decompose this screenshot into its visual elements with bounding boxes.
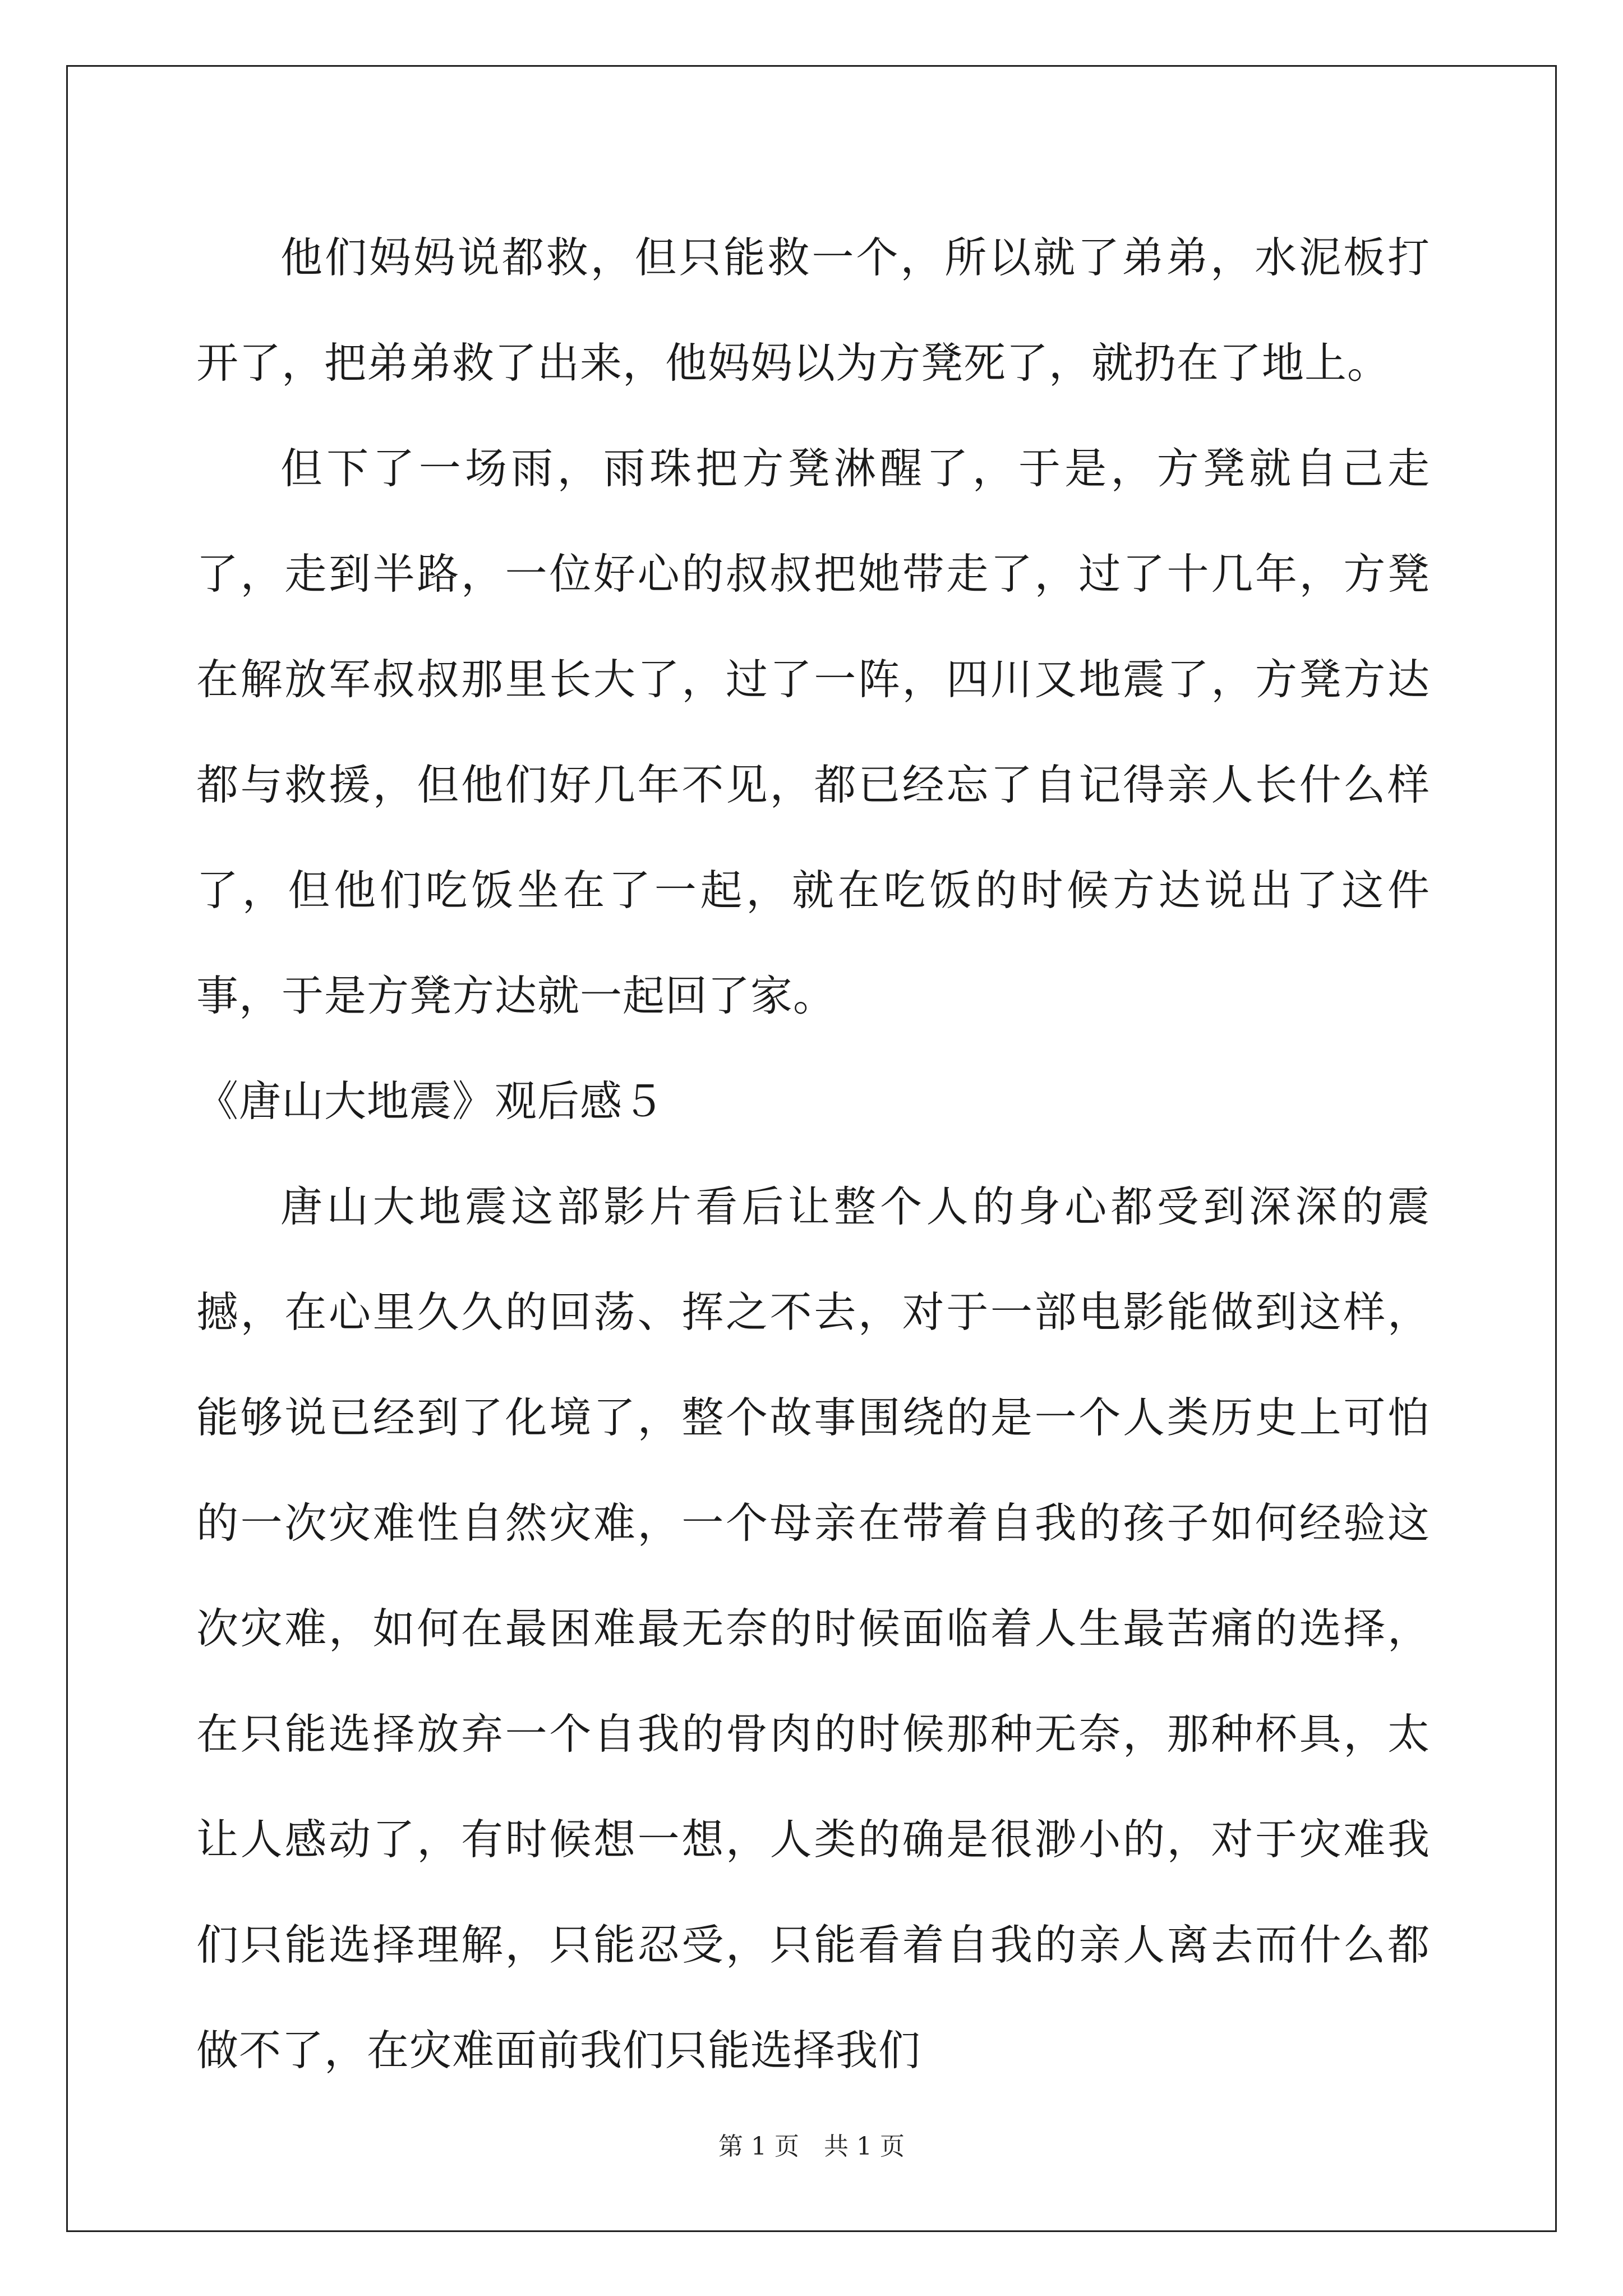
paragraph-2: 但下了一场雨，雨珠把方凳淋醒了，于是，方凳就自己走了，走到半路，一位好心的叔叔把她带走了，过了十几年，方凳在解放军叔叔那里长大了，过了一阵，四川又地震了，方凳方达都与救援，但他们好几年不见，都已经忘了自记得亲人长什么样了，但他们吃饭坐在了一起，就在吃饭的时候方达说出了这件事，于是方凳方达就一起回了家。: [196, 444, 1430, 1020]
section-heading: 《唐山大地震》观后感５: [196, 1076, 666, 1126]
page-number-footer: 第 1 页 共 1 页: [718, 2132, 905, 2161]
paragraph-1: 他们妈妈说都救，但只能救一个，所以就了弟弟，水泥板打开了，把弟弟救了出来，他妈妈以为方凳死了，就扔在了地上。: [196, 233, 1430, 388]
paragraph-3: 唐山大地震这部影片看后让整个人的身心都受到深深的震撼，在心里久久的回荡、挥之不去，对于一部电影能做到这样，能够说已经到了化境了，整个故事围绕的是一个人类历史上可怕的一次灾难性自然灾难，一个母亲在带着自我的孩子如何经验这次灾难，如何在最困难最无奈的时候面临着人生最苦痛的选择，在只能选择放弃一个自我的骨肉的时候那种无奈，那种杯具，太让人感动了，有时候想一想，人类的确是很渺小的，对于灾难我们只能选择理解，只能忍受，只能看着自我的亲人离去而什么都做不了，在灾难面前我们只能选择我们: [196, 1182, 1430, 2075]
document-body: [196, 205, 1430, 2103]
